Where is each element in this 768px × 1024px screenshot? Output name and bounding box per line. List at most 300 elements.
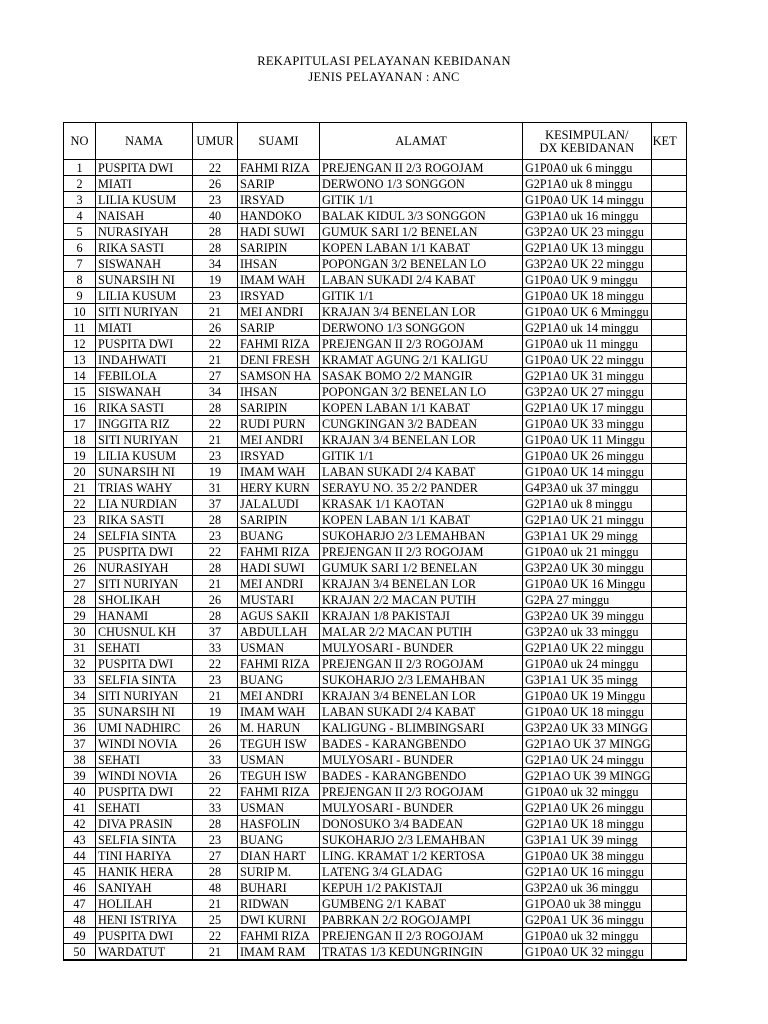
cell-ket <box>651 512 686 528</box>
cell-no: 9 <box>64 288 96 304</box>
cell-suami: FAHMI RIZA <box>238 928 320 944</box>
cell-alamat: SUKOHARJO 2/3 LEMAHBAN <box>320 832 523 848</box>
cell-ket <box>651 304 686 320</box>
cell-alamat: CUNGKINGAN 3/2 BADEAN <box>320 416 523 432</box>
cell-ket <box>651 896 686 912</box>
cell-no: 46 <box>64 880 96 896</box>
cell-suami: HASFOLIN <box>238 816 320 832</box>
cell-ket <box>651 464 686 480</box>
cell-umur: 22 <box>193 336 238 352</box>
cell-kesimpulan: G1P0A0 UK 22 minggu <box>523 352 652 368</box>
cell-kesimpulan: G3P1A1 UK 39 mingg <box>523 832 652 848</box>
cell-no: 25 <box>64 544 96 560</box>
cell-suami: TEGUH ISW <box>238 768 320 784</box>
cell-no: 14 <box>64 368 96 384</box>
cell-nama: NURASIYAH <box>96 224 193 240</box>
cell-umur: 26 <box>193 768 238 784</box>
cell-kesimpulan: G1P0A0 UK 33 minggu <box>523 416 652 432</box>
cell-suami: TEGUH ISW <box>238 736 320 752</box>
cell-alamat: PREJENGAN II 2/3 ROGOJAM <box>320 336 523 352</box>
cell-umur: 22 <box>193 928 238 944</box>
cell-alamat: GUMUK SARI 1/2 BENELAN <box>320 224 523 240</box>
cell-umur: 23 <box>193 448 238 464</box>
cell-kesimpulan: G2P1A0 UK 24 minggu <box>523 752 652 768</box>
cell-no: 2 <box>64 176 96 192</box>
cell-nama: SITI NURIYAN <box>96 304 193 320</box>
cell-umur: 26 <box>193 176 238 192</box>
table-header-row <box>64 123 687 160</box>
cell-no: 30 <box>64 624 96 640</box>
cell-ket <box>651 240 686 256</box>
table-row <box>64 416 687 432</box>
cell-no: 27 <box>64 576 96 592</box>
cell-umur: 26 <box>193 320 238 336</box>
cell-suami: HADI SUWI <box>238 224 320 240</box>
table-row <box>64 896 687 912</box>
header-ket: KET <box>651 123 686 160</box>
table-row <box>64 320 687 336</box>
table-row <box>64 928 687 944</box>
cell-kesimpulan: G3P2A0 UK 27 minggu <box>523 384 652 400</box>
table-row <box>64 368 687 384</box>
cell-suami: USMAN <box>238 752 320 768</box>
cell-nama: SELFIA SINTA <box>96 832 193 848</box>
cell-kesimpulan: G1P0A0 UK 9 minggu <box>523 272 652 288</box>
cell-nama: NAISAH <box>96 208 193 224</box>
cell-suami: IHSAN <box>238 256 320 272</box>
table-row <box>64 288 687 304</box>
cell-ket <box>651 560 686 576</box>
cell-ket <box>651 720 686 736</box>
header-kesimpulan-line1: KESIMPULAN/ <box>545 128 629 142</box>
table-row <box>64 560 687 576</box>
cell-no: 38 <box>64 752 96 768</box>
cell-umur: 27 <box>193 848 238 864</box>
cell-suami: SURIP M. <box>238 864 320 880</box>
cell-umur: 22 <box>193 544 238 560</box>
cell-nama: TINI HARIYA <box>96 848 193 864</box>
cell-suami: FAHMI RIZA <box>238 784 320 800</box>
cell-nama: SEHATI <box>96 752 193 768</box>
table-body <box>64 160 687 961</box>
cell-alamat: DERWONO 1/3 SONGGON <box>320 320 523 336</box>
table-row <box>64 464 687 480</box>
table-row <box>64 304 687 320</box>
cell-kesimpulan: G1P0A0 UK 14 minggu <box>523 464 652 480</box>
cell-no: 1 <box>64 160 96 176</box>
cell-umur: 28 <box>193 240 238 256</box>
cell-nama: PUSPITA DWI <box>96 336 193 352</box>
cell-ket <box>651 672 686 688</box>
cell-ket <box>651 208 686 224</box>
cell-nama: PUSPITA DWI <box>96 656 193 672</box>
cell-kesimpulan: G1P0A0 UK 38 minggu <box>523 848 652 864</box>
cell-alamat: GITIK 1/1 <box>320 192 523 208</box>
cell-nama: PUSPITA DWI <box>96 928 193 944</box>
report-title: REKAPITULASI PELAYANAN KEBIDANAN <box>257 54 511 68</box>
cell-nama: TRIAS WAHY <box>96 480 193 496</box>
table-row <box>64 240 687 256</box>
cell-alamat: KRAJAN 2/2 MACAN PUTIH <box>320 592 523 608</box>
cell-kesimpulan: G3P1A0 uk 16 minggu <box>523 208 652 224</box>
cell-ket <box>651 496 686 512</box>
cell-kesimpulan: G2P1A0 UK 17 minggu <box>523 400 652 416</box>
cell-no: 18 <box>64 432 96 448</box>
cell-nama: WINDI NOVIA <box>96 736 193 752</box>
table-row <box>64 944 687 961</box>
cell-alamat: SASAK BOMO 2/2 MANGIR <box>320 368 523 384</box>
cell-suami: RUDI PURN <box>238 416 320 432</box>
cell-no: 48 <box>64 912 96 928</box>
cell-ket <box>651 800 686 816</box>
cell-suami: ABDULLAH <box>238 624 320 640</box>
cell-umur: 21 <box>193 576 238 592</box>
cell-alamat: LABAN SUKADI 2/4 KABAT <box>320 272 523 288</box>
cell-nama: SELFIA SINTA <box>96 528 193 544</box>
table-row <box>64 480 687 496</box>
cell-umur: 48 <box>193 880 238 896</box>
table-row <box>64 160 687 176</box>
cell-ket <box>651 592 686 608</box>
cell-nama: MIATI <box>96 176 193 192</box>
cell-no: 28 <box>64 592 96 608</box>
cell-suami: USMAN <box>238 640 320 656</box>
cell-ket <box>651 352 686 368</box>
cell-suami: SARIP <box>238 176 320 192</box>
table-row <box>64 624 687 640</box>
cell-alamat: DERWONO 1/3 SONGGON <box>320 176 523 192</box>
cell-kesimpulan: G2P1A0 UK 16 minggu <box>523 864 652 880</box>
cell-ket <box>651 256 686 272</box>
cell-nama: LILIA KUSUM <box>96 448 193 464</box>
cell-no: 43 <box>64 832 96 848</box>
cell-kesimpulan: G3P2A0 uk 36 minggu <box>523 880 652 896</box>
cell-ket <box>651 400 686 416</box>
table-row <box>64 192 687 208</box>
cell-ket <box>651 928 686 944</box>
cell-ket <box>651 544 686 560</box>
cell-kesimpulan: G1P0A0 UK 18 minggu <box>523 704 652 720</box>
table-row <box>64 880 687 896</box>
table-row <box>64 832 687 848</box>
cell-suami: JALALUDI <box>238 496 320 512</box>
cell-alamat: MULYOSARI - BUNDER <box>320 752 523 768</box>
cell-no: 26 <box>64 560 96 576</box>
cell-nama: RIKA SASTI <box>96 400 193 416</box>
cell-ket <box>651 688 686 704</box>
cell-no: 40 <box>64 784 96 800</box>
cell-kesimpulan: G3P2A0 UK 23 minggu <box>523 224 652 240</box>
cell-umur: 28 <box>193 560 238 576</box>
cell-kesimpulan: G2P1A0 UK 18 minggu <box>523 816 652 832</box>
cell-nama: SANIYAH <box>96 880 193 896</box>
cell-kesimpulan: G2P1A0 UK 21 minggu <box>523 512 652 528</box>
header-kesimpulan <box>523 123 652 160</box>
cell-umur: 28 <box>193 400 238 416</box>
cell-kesimpulan: G2P1A0 uk 8 minggu <box>523 496 652 512</box>
cell-no: 13 <box>64 352 96 368</box>
cell-alamat: MULYOSARI - BUNDER <box>320 640 523 656</box>
table-row <box>64 272 687 288</box>
cell-no: 20 <box>64 464 96 480</box>
cell-nama: RIKA SASTI <box>96 240 193 256</box>
cell-nama: HENI ISTRIYA <box>96 912 193 928</box>
cell-suami: HANDOKO <box>238 208 320 224</box>
cell-alamat: SUKOHARJO 2/3 LEMAHBAN <box>320 528 523 544</box>
cell-umur: 40 <box>193 208 238 224</box>
cell-no: 31 <box>64 640 96 656</box>
cell-umur: 28 <box>193 864 238 880</box>
cell-ket <box>651 768 686 784</box>
table-row <box>64 224 687 240</box>
cell-nama: DIVA PRASIN <box>96 816 193 832</box>
table-row <box>64 208 687 224</box>
cell-umur: 22 <box>193 784 238 800</box>
table-row <box>64 848 687 864</box>
cell-no: 11 <box>64 320 96 336</box>
table-row <box>64 336 687 352</box>
cell-no: 33 <box>64 672 96 688</box>
cell-umur: 23 <box>193 192 238 208</box>
cell-umur: 21 <box>193 432 238 448</box>
table-row <box>64 784 687 800</box>
cell-umur: 31 <box>193 480 238 496</box>
cell-alamat: LATENG 3/4 GLADAG <box>320 864 523 880</box>
cell-kesimpulan: G2P1A0 uk 14 minggu <box>523 320 652 336</box>
cell-kesimpulan: G1P0A0 UK 11 Minggu <box>523 432 652 448</box>
cell-suami: IMAM WAH <box>238 272 320 288</box>
table-row <box>64 512 687 528</box>
cell-umur: 34 <box>193 384 238 400</box>
cell-kesimpulan: G1P0A0 UK 32 minggu <box>523 944 652 961</box>
cell-ket <box>651 336 686 352</box>
cell-suami: SARIPIN <box>238 512 320 528</box>
cell-alamat: LABAN SUKADI 2/4 KABAT <box>320 464 523 480</box>
cell-no: 19 <box>64 448 96 464</box>
cell-ket <box>651 576 686 592</box>
cell-no: 10 <box>64 304 96 320</box>
cell-no: 37 <box>64 736 96 752</box>
cell-nama: INGGITA RIZ <box>96 416 193 432</box>
cell-nama: LIA NURDIAN <box>96 496 193 512</box>
cell-suami: IRSYAD <box>238 192 320 208</box>
table-row <box>64 608 687 624</box>
cell-ket <box>651 528 686 544</box>
cell-umur: 26 <box>193 592 238 608</box>
cell-ket <box>651 288 686 304</box>
cell-suami: FAHMI RIZA <box>238 160 320 176</box>
cell-ket <box>651 944 686 961</box>
cell-ket <box>651 880 686 896</box>
table-row <box>64 864 687 880</box>
cell-umur: 23 <box>193 832 238 848</box>
header-alamat: ALAMAT <box>320 123 523 160</box>
cell-umur: 27 <box>193 368 238 384</box>
cell-alamat: SUKOHARJO 2/3 LEMAHBAN <box>320 672 523 688</box>
table-row <box>64 672 687 688</box>
cell-no: 15 <box>64 384 96 400</box>
cell-kesimpulan: G1P0A0 uk 11 minggu <box>523 336 652 352</box>
table-row <box>64 688 687 704</box>
cell-no: 22 <box>64 496 96 512</box>
cell-nama: FEBILOLA <box>96 368 193 384</box>
table-row <box>64 736 687 752</box>
cell-no: 36 <box>64 720 96 736</box>
cell-alamat: KOPEN LABAN 1/1 KABAT <box>320 512 523 528</box>
cell-ket <box>651 912 686 928</box>
cell-kesimpulan: G2P1A0 UK 31 minggu <box>523 368 652 384</box>
cell-suami: IMAM RAM <box>238 944 320 961</box>
table-row <box>64 752 687 768</box>
cell-umur: 22 <box>193 656 238 672</box>
cell-ket <box>651 608 686 624</box>
cell-umur: 19 <box>193 272 238 288</box>
cell-nama: LILIA KUSUM <box>96 288 193 304</box>
cell-alamat: GITIK 1/1 <box>320 448 523 464</box>
table-row <box>64 720 687 736</box>
cell-suami: SARIPIN <box>238 240 320 256</box>
cell-umur: 33 <box>193 640 238 656</box>
cell-nama: WINDI NOVIA <box>96 768 193 784</box>
cell-alamat: MALAR 2/2 MACAN PUTIH <box>320 624 523 640</box>
cell-no: 35 <box>64 704 96 720</box>
cell-umur: 21 <box>193 896 238 912</box>
table-row <box>64 432 687 448</box>
cell-nama: UMI NADHIRC <box>96 720 193 736</box>
cell-no: 42 <box>64 816 96 832</box>
cell-kesimpulan: G1P0A0 UK 14 minggu <box>523 192 652 208</box>
cell-kesimpulan: G1POA0 uk 38 minggu <box>523 896 652 912</box>
cell-alamat: DONOSUKO 3/4 BADEAN <box>320 816 523 832</box>
cell-suami: RIDWAN <box>238 896 320 912</box>
cell-alamat: PREJENGAN II 2/3 ROGOJAM <box>320 784 523 800</box>
cell-suami: MEI ANDRI <box>238 576 320 592</box>
cell-nama: SEHATI <box>96 800 193 816</box>
cell-nama: CHUSNUL KH <box>96 624 193 640</box>
cell-umur: 21 <box>193 352 238 368</box>
cell-suami: M. HARUN <box>238 720 320 736</box>
cell-ket <box>651 864 686 880</box>
cell-kesimpulan: G2P1A0 UK 13 minggu <box>523 240 652 256</box>
cell-nama: MIATI <box>96 320 193 336</box>
cell-alamat: BADES - KARANGBENDO <box>320 736 523 752</box>
cell-umur: 21 <box>193 304 238 320</box>
cell-nama: PUSPITA DWI <box>96 784 193 800</box>
cell-umur: 22 <box>193 160 238 176</box>
cell-no: 23 <box>64 512 96 528</box>
cell-suami: FAHMI RIZA <box>238 336 320 352</box>
cell-alamat: PREJENGAN II 2/3 ROGOJAM <box>320 656 523 672</box>
cell-umur: 34 <box>193 256 238 272</box>
cell-alamat: PREJENGAN II 2/3 ROGOJAM <box>320 160 523 176</box>
cell-no: 3 <box>64 192 96 208</box>
cell-kesimpulan: G2P1AO UK 37 MINGG <box>523 736 652 752</box>
cell-suami: MEI ANDRI <box>238 432 320 448</box>
cell-nama: SUNARSIH NI <box>96 704 193 720</box>
cell-umur: 26 <box>193 720 238 736</box>
cell-umur: 25 <box>193 912 238 928</box>
cell-no: 6 <box>64 240 96 256</box>
cell-suami: MUSTARI <box>238 592 320 608</box>
cell-ket <box>651 176 686 192</box>
cell-alamat: MULYOSARI - BUNDER <box>320 800 523 816</box>
cell-ket <box>651 848 686 864</box>
cell-suami: BUANG <box>238 832 320 848</box>
cell-kesimpulan: G4P3A0 uk 37 minggu <box>523 480 652 496</box>
cell-nama: HOLILAH <box>96 896 193 912</box>
table-row <box>64 176 687 192</box>
cell-kesimpulan: G3P1A1 UK 35 mingg <box>523 672 652 688</box>
cell-alamat: KRAJAN 1/8 PAKISTAJI <box>320 608 523 624</box>
cell-suami: IMAM WAH <box>238 704 320 720</box>
cell-kesimpulan: G3P1A1 UK 29 mingg <box>523 528 652 544</box>
cell-kesimpulan: G1P0A0 UK 26 minggu <box>523 448 652 464</box>
cell-suami: IRSYAD <box>238 448 320 464</box>
cell-suami: DIAN HART <box>238 848 320 864</box>
cell-nama: NURASIYAH <box>96 560 193 576</box>
cell-alamat: KRAJAN 3/4 BENELAN LOR <box>320 432 523 448</box>
cell-umur: 28 <box>193 512 238 528</box>
cell-suami: FAHMI RIZA <box>238 656 320 672</box>
cell-no: 39 <box>64 768 96 784</box>
table-row <box>64 544 687 560</box>
cell-kesimpulan: G1P0A0 uk 21 minggu <box>523 544 652 560</box>
cell-nama: SISWANAH <box>96 256 193 272</box>
cell-nama: INDAHWATI <box>96 352 193 368</box>
table-row <box>64 384 687 400</box>
cell-alamat: LABAN SUKADI 2/4 KABAT <box>320 704 523 720</box>
cell-ket <box>651 640 686 656</box>
cell-alamat: PABRKAN 2/2 ROGOJAMPI <box>320 912 523 928</box>
cell-umur: 23 <box>193 528 238 544</box>
cell-ket <box>651 816 686 832</box>
cell-alamat: LING. KRAMAT 1/2 KERTOSA <box>320 848 523 864</box>
cell-suami: DENI FRESH <box>238 352 320 368</box>
cell-umur: 28 <box>193 816 238 832</box>
cell-umur: 28 <box>193 224 238 240</box>
cell-no: 45 <box>64 864 96 880</box>
cell-no: 47 <box>64 896 96 912</box>
cell-kesimpulan: G1P0A0 UK 16 Minggu <box>523 576 652 592</box>
cell-kesimpulan: G3P2A0 uk 33 minggu <box>523 624 652 640</box>
cell-alamat: BALAK KIDUL 3/3 SONGGON <box>320 208 523 224</box>
cell-suami: USMAN <box>238 800 320 816</box>
cell-kesimpulan: G2P1A0 UK 22 minggu <box>523 640 652 656</box>
cell-umur: 19 <box>193 704 238 720</box>
cell-ket <box>651 624 686 640</box>
table-row <box>64 256 687 272</box>
cell-nama: SITI NURIYAN <box>96 576 193 592</box>
cell-alamat: SERAYU NO. 35 2/2 PANDER <box>320 480 523 496</box>
cell-nama: SUNARSIH NI <box>96 464 193 480</box>
cell-suami: IHSAN <box>238 384 320 400</box>
cell-nama: SITI NURIYAN <box>96 432 193 448</box>
cell-kesimpulan: G2P1AO UK 39 MINGG <box>523 768 652 784</box>
table-row <box>64 912 687 928</box>
cell-ket <box>651 784 686 800</box>
cell-suami: FAHMI RIZA <box>238 544 320 560</box>
cell-alamat: KOPEN LABAN 1/1 KABAT <box>320 240 523 256</box>
cell-umur: 37 <box>193 624 238 640</box>
cell-suami: BUANG <box>238 528 320 544</box>
cell-nama: HANAMI <box>96 608 193 624</box>
cell-umur: 33 <box>193 800 238 816</box>
cell-umur: 23 <box>193 672 238 688</box>
cell-nama: PUSPITA DWI <box>96 160 193 176</box>
cell-suami: HERY KURN <box>238 480 320 496</box>
cell-no: 49 <box>64 928 96 944</box>
cell-no: 24 <box>64 528 96 544</box>
